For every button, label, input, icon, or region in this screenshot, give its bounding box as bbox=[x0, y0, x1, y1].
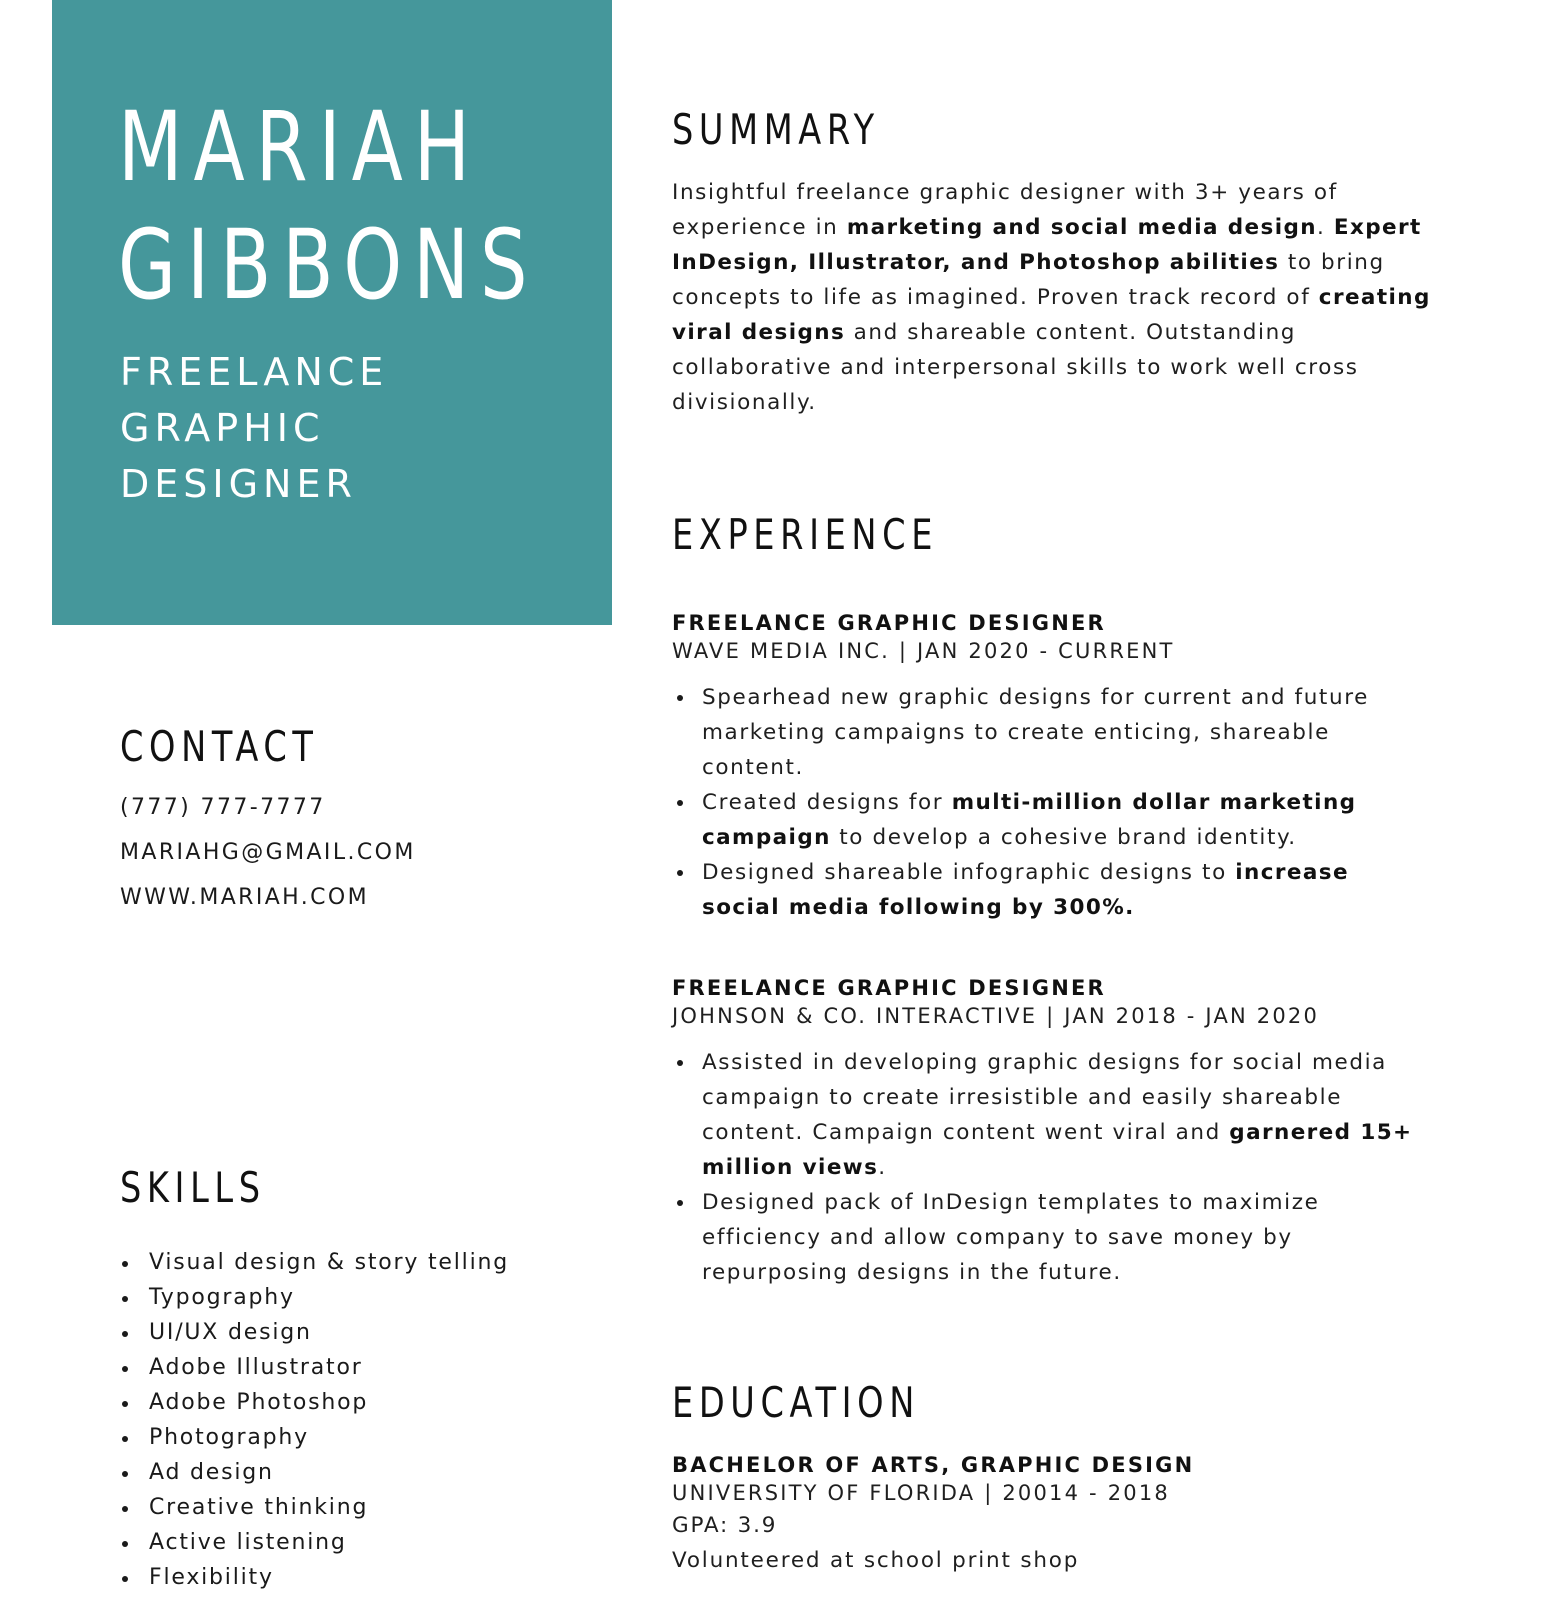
job-entry bbox=[672, 610, 1432, 925]
skills-heading: SKILLS bbox=[120, 1163, 266, 1212]
job-company-dates: WAVE MEDIA INC. | JAN 2020 - CURRENT bbox=[672, 639, 1175, 663]
degree: BACHELOR OF ARTS, GRAPHIC DESIGN bbox=[672, 1453, 1195, 1477]
skill-item: UI/UX design bbox=[120, 1315, 509, 1350]
skill-item: Typography bbox=[120, 1280, 509, 1315]
job-bullet: Assisted in developing graphic designs for social media campaign to create irresistible and easily shareable content. Campaign content went viral and garnered 15+ million views. bbox=[672, 1045, 1432, 1185]
first-name: MARIAH bbox=[118, 91, 481, 203]
job-title: FREELANCE GRAPHIC DESIGNER bbox=[672, 611, 1106, 635]
skill-item: Creative thinking bbox=[120, 1490, 509, 1525]
summary-section bbox=[672, 175, 1432, 420]
job-bullet: Spearhead new graphic designs for current and future marketing campaigns to create enticing, shareable content. bbox=[672, 680, 1432, 785]
skill-item: Flexibility bbox=[120, 1560, 509, 1595]
job-bullet: Created designs for multi-million dollar marketing campaign to develop a cohesive brand identity. bbox=[672, 785, 1432, 855]
role-line-1: FREELANCE bbox=[120, 350, 389, 394]
contact-heading: CONTACT bbox=[120, 722, 319, 771]
summary-heading: SUMMARY bbox=[672, 105, 880, 154]
skill-item: Photography bbox=[120, 1420, 509, 1455]
skills-list bbox=[120, 1245, 509, 1595]
skill-item: Visual design & story telling bbox=[120, 1245, 509, 1280]
education-note: Volunteered at school print shop bbox=[672, 1548, 1080, 1573]
job-role bbox=[120, 344, 388, 512]
job-company-dates: JOHNSON & CO. INTERACTIVE | JAN 2018 - JAN 2020 bbox=[672, 1004, 1320, 1028]
candidate-name bbox=[118, 88, 538, 324]
gpa: GPA: 3.9 bbox=[672, 1513, 778, 1538]
education-entry bbox=[672, 1452, 1432, 1578]
skill-item: Ad design bbox=[120, 1455, 509, 1490]
job-title: FREELANCE GRAPHIC DESIGNER bbox=[672, 976, 1106, 1000]
experience-heading: EXPERIENCE bbox=[672, 510, 939, 559]
job-bullets bbox=[672, 680, 1432, 925]
contact-website: WWW.MARIAH.COM bbox=[120, 885, 369, 910]
summary-text: Insightful freelance graphic designer with 3+ years of experience in marketing and social media design. Expert InDesign, Illustrator, and Photoshop abilities to bring concepts to life as imagined. Proven track record of creating viral designs and shareable content. Outstanding collaborative and interpersonal skills to work well cross divisionally. bbox=[672, 180, 1431, 415]
skill-item: Adobe Illustrator bbox=[120, 1350, 509, 1385]
job-bullets bbox=[672, 1045, 1432, 1290]
school-dates: UNIVERSITY OF FLORIDA | 20014 - 2018 bbox=[672, 1481, 1170, 1505]
contact-phone: (777) 777-7777 bbox=[120, 795, 326, 820]
role-line-2: GRAPHIC bbox=[120, 406, 325, 450]
job-entry bbox=[672, 975, 1432, 1290]
education-heading: EDUCATION bbox=[672, 1378, 920, 1427]
skill-item: Active listening bbox=[120, 1525, 509, 1560]
contact-email: MARIAHG@GMAIL.COM bbox=[120, 840, 416, 865]
job-bullet: Designed pack of InDesign templates to maximize efficiency and allow company to save money by repurposing designs in the future. bbox=[672, 1185, 1432, 1290]
role-line-3: DESIGNER bbox=[120, 462, 357, 506]
job-bullet: Designed shareable infographic designs to increase social media following by 300%. bbox=[672, 855, 1432, 925]
last-name: GIBBONS bbox=[118, 209, 539, 321]
skill-item: Adobe Photoshop bbox=[120, 1385, 509, 1420]
